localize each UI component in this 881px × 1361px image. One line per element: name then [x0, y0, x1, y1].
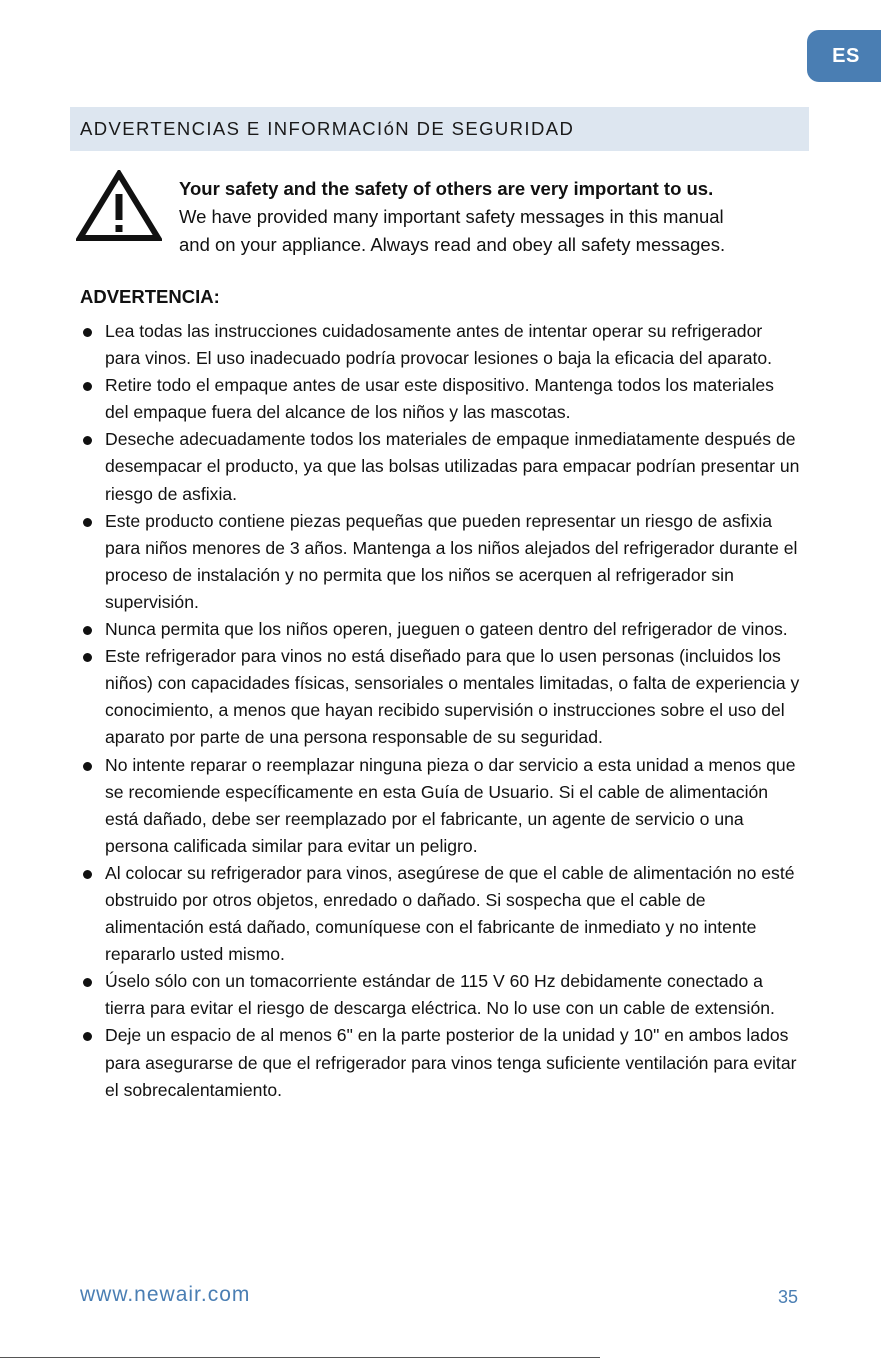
list-item	[80, 752, 800, 860]
list-item	[80, 643, 800, 751]
warning-list	[80, 318, 800, 1104]
list-item	[80, 426, 800, 507]
list-item	[80, 318, 800, 372]
language-tab: ES	[807, 30, 881, 82]
list-item	[80, 860, 800, 968]
page-number: 35	[778, 1287, 799, 1307]
list-item-text: Deseche adecuadamente todos los materiales de empaque inmediatamente después de desempacar el producto, ya que las bolsas utilizadas para empacar podrían presentar un riesgo de asfixia.	[105, 429, 800, 504]
list-item-text: Lea todas las instrucciones cuidadosamente antes de intentar operar su refrigerador para vinos. El uso inadecuado podría provocar lesiones o baja la eficacia del aparato.	[105, 321, 773, 369]
list-item	[80, 372, 800, 426]
footer-website-link[interactable]: www.newair.com	[80, 1283, 251, 1306]
bullet-dot-icon	[83, 762, 92, 771]
bullet-dot-icon	[83, 653, 92, 662]
bullet-dot-icon	[83, 518, 92, 527]
bullet-dot-icon	[83, 870, 92, 879]
list-item	[80, 968, 800, 1022]
bullet-dot-icon	[83, 626, 92, 635]
safety-line: We have provided many important safety messages in this manual	[179, 206, 724, 227]
bullet-dot-icon	[83, 328, 92, 337]
warning-title: ADVERTENCIA:	[80, 286, 220, 307]
list-item	[80, 508, 800, 616]
list-item-text: Retire todo el empaque antes de usar este dispositivo. Mantenga todos los materiales del empaque fuera del alcance de los niños y las mascotas.	[105, 375, 774, 423]
list-item-text: Deje un espacio de al menos 6" en la parte posterior de la unidad y 10" en ambos lados para asegurarse de que el refrigerador para vinos tenga suficiente ventilación para evitar el sobrecalentamiento.	[105, 1025, 797, 1100]
safety-headline: Your safety and the safety of others are very important to us.	[179, 178, 714, 199]
list-item	[80, 616, 800, 643]
safety-message	[179, 175, 799, 259]
list-item-text: Al colocar su refrigerador para vinos, asegúrese de que el cable de alimentación no esté obstruido por otros objetos, enredado o dañado. Si sospecha que el cable de alimentación está dañado, comuníquese con el fabricante de inmediato y no intente repararlo usted mismo.	[105, 862, 795, 965]
bullet-dot-icon	[83, 978, 92, 987]
list-item-text: Nunca permita que los niños operen, jueguen o gateen dentro del refrigerador de vinos.	[105, 619, 788, 640]
list-item	[80, 1022, 800, 1103]
safety-line: and on your appliance. Always read and obey all safety messages.	[179, 234, 726, 255]
bullet-dot-icon	[83, 382, 92, 391]
bottom-divider	[0, 1357, 600, 1358]
list-item-text: No intente reparar o reemplazar ninguna pieza o dar servicio a esta unidad a menos que se recomiende específicamente en esta Guía de Usuario. Si el cable de alimentación está dañado, debe ser reemplazado por el fabricante, un agente de servicio o una persona calificada similar para evitar un peligro.	[105, 754, 796, 856]
bullet-dot-icon	[83, 1032, 92, 1041]
bullet-dot-icon	[83, 436, 92, 445]
warning-triangle-icon	[76, 170, 162, 242]
list-item-text: Este refrigerador para vinos no está diseñado para que lo usen personas (incluidos los niños) con capacidades físicas, sensoriales o mentales limitadas, o falta de experiencia y conocimiento, a menos que hayan recibido supervisión o instrucciones sobre el uso del aparato por parte de una persona responsable de su seguridad.	[105, 646, 800, 748]
section-header: ADVERTENCIAS E INFORMACIóN DE SEGURIDAD	[70, 107, 809, 151]
list-item-text: Este producto contiene piezas pequeñas que pueden representar un riesgo de asfixia para niños menores de 3 años. Mantenga a los niños alejados del refrigerador durante el proceso de instalación y no permita que los niños se acerquen al refrigerador sin supervisión.	[105, 510, 798, 612]
list-item-text: Úselo sólo con un tomacorriente estándar de 115 V 60 Hz debidamente conectado a tierra para evitar el riesgo de descarga eléctrica. No lo use con un cable de extensión.	[105, 971, 775, 1019]
